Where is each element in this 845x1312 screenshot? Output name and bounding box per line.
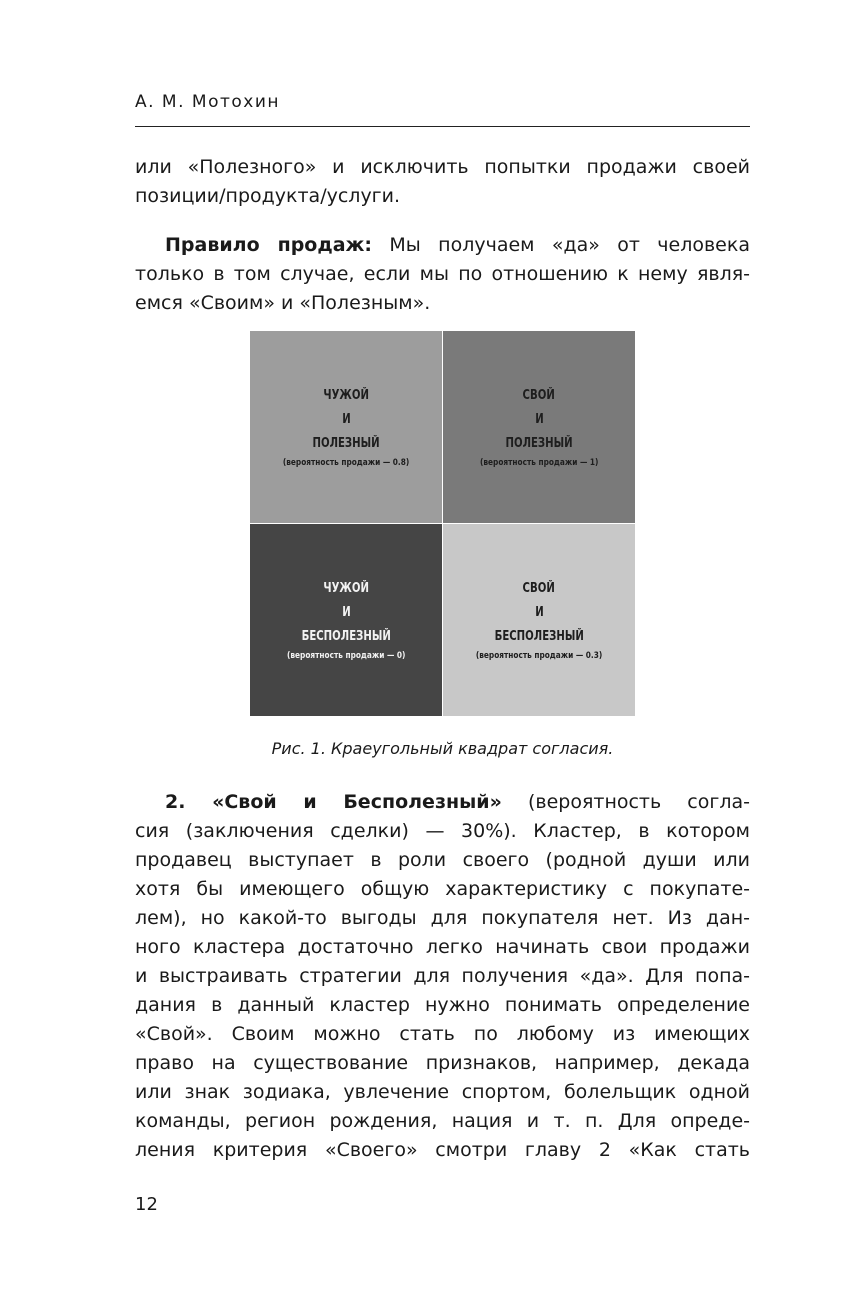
paragraph-intro [135,153,750,211]
text-line: ного кластера достаточно легко начинать свои продажи [135,936,750,958]
text-line: хотя бы имеющего общую характеристику с покупате- [135,878,750,900]
text-line: продавец выступает в роли своего (родной души или [135,849,750,871]
quadrant-label: ПОЛЕЗНЫЙ [312,436,380,451]
quadrant-label: СВОЙ [522,388,556,403]
sales-rule-heading: Правило продаж: [165,234,373,256]
quadrant-probability: (вероятность продажи — 0.3) [475,651,603,661]
paragraph-sales-rule [135,231,750,318]
quadrant-label: ЧУЖОЙ [323,388,369,403]
page-number: 12 [135,1194,158,1215]
quadrant-label: И [534,412,544,427]
paragraph-cluster-2 [135,788,750,1165]
quadrant-top-right [443,331,635,523]
text-line: и выстраивать стратегии для получения «да». Для попа- [135,965,750,987]
text-line: сия (заключения сделки) — 30%). Кластер, в котором [135,820,750,842]
text-line: или «Полезного» и исключить попытки продажи своей [135,156,750,178]
quadrant-probability: (вероятность продажи — 1) [479,458,599,468]
quadrant-label: ПОЛЕЗНЫЙ [505,436,573,451]
text-line: лем), но какой-то выгоды для покупателя нет. Из дан- [135,907,750,929]
text-line: команды, регион рождения, нация и т. п. Для опреде- [135,1110,750,1132]
figure-caption: Рис. 1. Краеугольный квадрат согласия. [271,739,614,758]
quadrant-label: И [534,605,544,620]
text-line: дания в данный кластер нужно понимать определение [135,994,750,1016]
text-span: (вероятность согла- [501,791,750,813]
text-line: право на существование признаков, например, декада [135,1052,750,1074]
quadrant-probability: (вероятность продажи — 0.8) [282,458,410,468]
quadrant-label: И [341,412,351,427]
quadrant-bottom-right [443,524,635,716]
text-line: или знак зодиака, увлечение спортом, болельщик одной [135,1081,750,1103]
quadrant-label: И [341,605,351,620]
quadrant-probability: (вероятность продажи — 0) [286,651,406,661]
text-span: Мы получаем «да» от человека [372,234,750,256]
text-line: позиции/продукта/услуги. [135,185,401,207]
agreement-square-figure [250,331,635,716]
quadrant-label: БЕСПОЛЕЗНЫЙ [494,629,584,644]
cluster-heading: 2. «Свой и Бесполезный» [165,791,502,813]
text-line [135,788,750,817]
text-line: емся «Своим» и «Полезным». [135,292,431,314]
quadrant-label: БЕСПОЛЕЗНЫЙ [301,629,391,644]
quadrant-bottom-left [250,524,442,716]
text-line: ления критерия «Своего» смотри главу 2 «Как стать [135,1139,750,1161]
text-line: «Свой». Своим можно стать по любому из имеющих [135,1023,750,1045]
text-line [135,231,750,260]
header-rule [135,126,750,127]
quadrant-label: ЧУЖОЙ [323,581,369,596]
quadrant-top-left [250,331,442,523]
text-line: только в том случае, если мы по отношению к нему явля- [135,263,750,285]
running-head: А. М. Мотохин [135,92,281,112]
quadrant-label: СВОЙ [522,581,556,596]
